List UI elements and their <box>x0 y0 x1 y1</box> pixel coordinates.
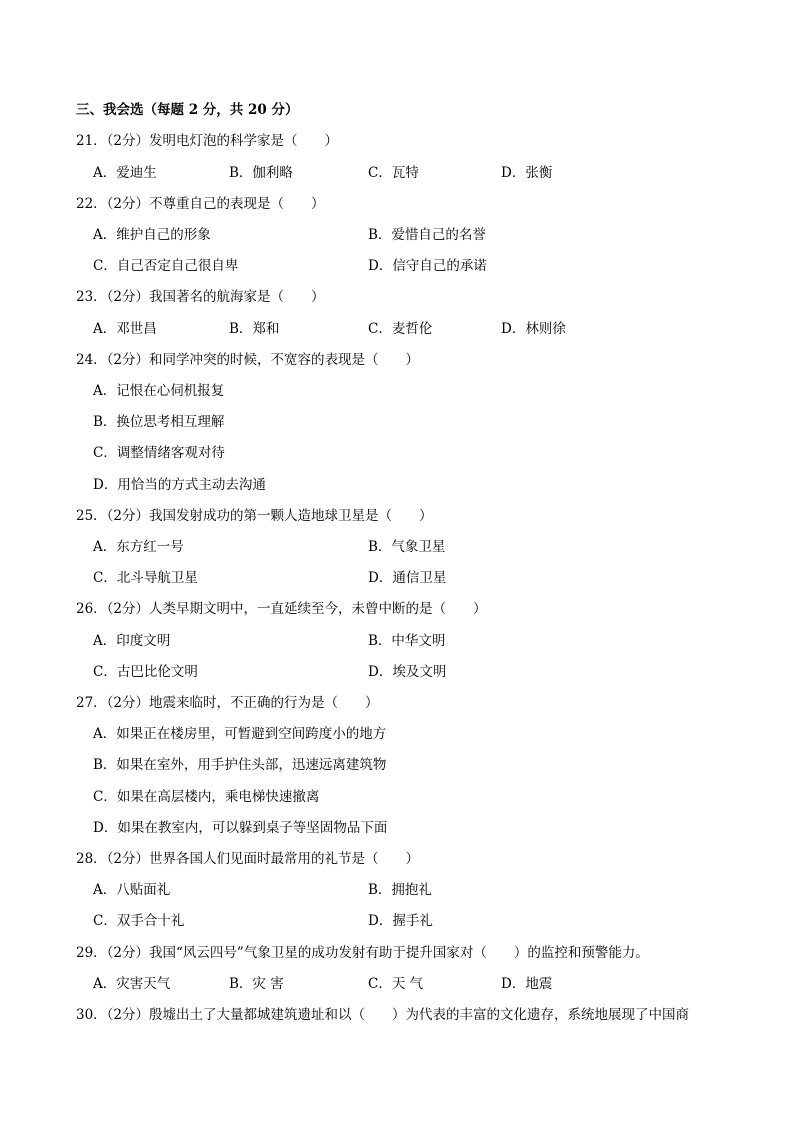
option-d: D．林则徐 <box>501 321 566 337</box>
option-a: A．邓世昌 <box>93 321 157 337</box>
option-a: A．印度文明 <box>93 633 171 649</box>
option-d: D．握手礼 <box>368 913 433 929</box>
option-b: B．郑和 <box>229 321 280 337</box>
option-a: A．东方红一号 <box>93 539 184 555</box>
option-d: D．埃及文明 <box>368 664 447 680</box>
option-d: D．通信卫星 <box>368 570 447 586</box>
question-30-stem: 30．（2分）殷墟出土了大量都城建筑遗址和以（ ）为代表的丰富的文化遗存，系统地展现了中国商 <box>76 1007 690 1023</box>
option-c: C．天 气 <box>368 976 424 992</box>
option-b: B．换位思考相互理解 <box>93 414 225 430</box>
option-a: A．维护自己的形象 <box>93 227 211 243</box>
option-c: C．自己否定自己很自卑 <box>93 258 239 274</box>
question-25-stem: 25．（2分）我国发射成功的第一颗人造地球卫星是（ ） <box>76 508 433 524</box>
question-29-stem: 29．（2分）我国“风云四号”气象卫星的成功发射有助于提升国家对（ ）的监控和预警能力。 <box>76 945 649 961</box>
option-b: B．拥抱礼 <box>368 882 432 898</box>
option-c: C．麦哲伦 <box>368 321 433 337</box>
question-24-stem: 24．（2分）和同学冲突的时候，不宽容的表现是（ ） <box>76 352 420 368</box>
option-b: B．中华文明 <box>368 633 446 649</box>
option-b: B．爱惜自己的名誉 <box>368 227 486 243</box>
option-d: D．用恰当的方式主动去沟通 <box>93 477 266 493</box>
option-a: A．灾害天气 <box>93 976 171 992</box>
option-c: C．双手合十礼 <box>93 913 185 929</box>
option-a: A．记恨在心伺机报复 <box>93 383 225 399</box>
question-28-stem: 28．（2分）世界各国人们见面时最常用的礼节是（ ） <box>76 851 420 867</box>
option-a: A．如果正在楼房里，可暂避到空间跨度小的地方 <box>93 726 387 742</box>
question-27-stem: 27．（2分）地震来临时，不正确的行为是（ ） <box>76 695 379 711</box>
option-d: D．地震 <box>501 976 553 992</box>
option-b: B．气象卫星 <box>368 539 446 555</box>
question-22-stem: 22．（2分）不尊重自己的表现是（ ） <box>76 196 325 212</box>
option-b: B．如果在室外，用手护住头部，迅速远离建筑物 <box>93 757 387 773</box>
option-a: A．八贴面礼 <box>93 882 171 898</box>
section-title: 三、我会选（每题 2 分，共 20 分） <box>76 102 299 118</box>
option-a: A．爱迪生 <box>93 165 157 181</box>
question-26-stem: 26．（2分）人类早期文明中，一直延续至今，未曾中断的是（ ） <box>76 601 487 617</box>
option-d: D．信守自己的承诺 <box>368 258 487 274</box>
option-c: C．调整情绪客观对待 <box>93 445 225 461</box>
option-c: C．如果在高层楼内，乘电梯快速撤离 <box>93 789 320 805</box>
option-c: C．北斗导航卫星 <box>93 570 198 586</box>
option-d: D．如果在教室内，可以躲到桌子等坚固物品下面 <box>93 820 388 836</box>
option-c: C．瓦特 <box>368 165 419 181</box>
option-b: B．灾 害 <box>229 976 284 992</box>
question-21-stem: 21．（2分）发明电灯泡的科学家是（ ） <box>76 133 339 149</box>
question-23-stem: 23．（2分）我国著名的航海家是（ ） <box>76 289 325 305</box>
option-d: D．张衡 <box>501 165 553 181</box>
option-c: C．古巴比伦文明 <box>93 664 198 680</box>
option-b: B．伽利略 <box>229 165 293 181</box>
